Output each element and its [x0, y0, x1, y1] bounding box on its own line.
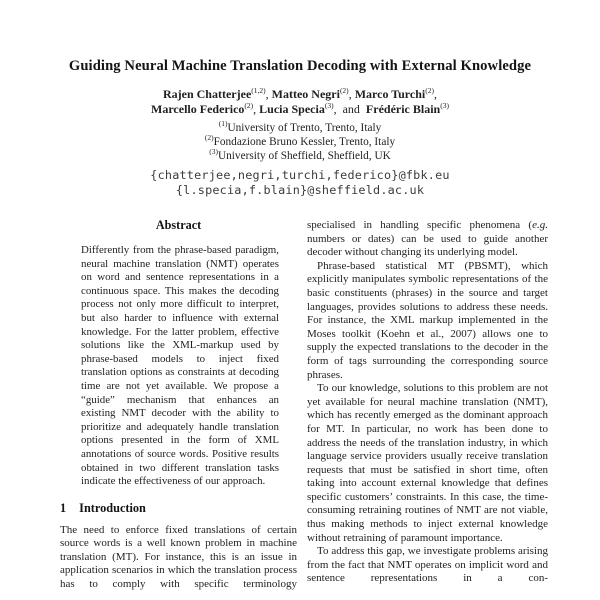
paragraph: To our knowledge, solutions to this problem are not yet available for neural machine translation (NMT), which has recently emerged as the dominant approach for MT. In particular, no work has been done to address the needs of the translation industry, in which language service providers usually receive translation requests that must be satisfied in short time, often taking into account external knowledge that defines specific customers’ constraints. In this case, the time-consuming retraining routines of NMT are not viable, thus making methods to inject external knowledge without retraining of paramount importance. — [307, 382, 548, 544]
author-superscript: (2) — [339, 86, 349, 95]
author-name: Lucia Specia — [259, 102, 325, 116]
paper-header — [0, 0, 600, 197]
affiliation-superscript: (3) — [209, 147, 218, 157]
affiliation-line — [0, 149, 600, 163]
section-heading-introduction — [60, 501, 297, 516]
author-line-2 — [0, 102, 600, 117]
paragraph-text: numbers or dates) can be used to guide another decoder without changing its underlying model. — [307, 232, 548, 259]
affiliation-line — [0, 121, 600, 135]
affiliation-name: University of Trento, Trento, Italy — [227, 122, 382, 134]
left-column — [60, 218, 297, 600]
paragraph: To address this gap, we investigate problems arising from the fact that NMT operates on implicit word and sentence representations in a con- — [307, 545, 548, 585]
author-separator: , and — [333, 102, 366, 116]
affiliation-name: Fondazione Bruno Kessler, Trento, Italy — [213, 136, 396, 148]
introduction-paragraph: The need to enforce fixed translations of certain source words is a well known problem in machine translation (MT). For instance, this is an issue in application scenarios in which the translation process has to comply with specific terminology — [60, 523, 297, 591]
author-superscript: (1,2) — [251, 86, 266, 95]
author-superscript: (3) — [440, 101, 449, 110]
author-name: Rajen Chatterjee — [162, 87, 252, 101]
author-separator: , — [265, 87, 272, 101]
paragraph-text: specialised in handling specific phenomena ( — [307, 219, 533, 231]
author-name: Marco Turchi — [354, 87, 426, 101]
paragraph-text-italic: e.g. — [532, 219, 548, 231]
author-name: Frédéric Blain — [365, 102, 441, 116]
abstract-heading: Abstract — [155, 218, 202, 232]
paragraph: Phrase-based statistical MT (PBSMT), which explicitly manipulates symbolic representations of the basic constituents (phrases) in the source and target languages, provides solutions to address these needs. For instance, the XML markup implemented in the Moses toolkit (Koehn et al., 2007) allows one to supply the expected translations to the decoder in the form of tags surrounding the corresponding source phrases. — [307, 259, 548, 381]
section-title: Introduction — [79, 500, 146, 515]
affiliation-block — [0, 121, 600, 163]
paper-title: Guiding Neural Machine Translation Decoding with External Knowledge — [68, 58, 532, 74]
email-line: {chatterjee,negri,turchi,federico}@fbk.eu — [150, 168, 450, 182]
email-line: {l.specia,f.blain}@sheffield.ac.uk — [175, 182, 425, 197]
abstract-body: Differently from the phrase-based paradigm, neural machine translation (NMT) operates on word and sentence representations in a continuous space. This makes the decoding process not only more difficult to interpret, but also harder to influence with external knowledge. For the latter problem, effective solutions like the XML-markup used by phrase-based models to inject fixed translation options as constraints at decoding time are not yet available. We propose a “guide” mechanism that enhances an existing NMT decoder with the ability to prioritize and adequately handle translation options presented in the form of XML annotations of source words. Positive results obtained in two different translation tasks indicate the effectiveness of our approach. — [81, 244, 279, 488]
author-name: Marcello Federico — [151, 102, 245, 116]
author-superscript: (2) — [425, 86, 435, 95]
affiliation-name: University of Sheffield, Sheffield, UK — [217, 150, 391, 162]
email-block — [0, 168, 600, 197]
author-separator: , — [434, 87, 438, 101]
author-block — [0, 87, 600, 117]
author-line-1 — [0, 87, 600, 102]
affiliation-line — [0, 135, 600, 149]
author-superscript: (2) — [244, 101, 254, 110]
author-separator: , — [348, 87, 355, 101]
author-superscript: (3) — [324, 101, 334, 110]
affiliation-superscript: (1) — [218, 119, 228, 129]
affiliation-superscript: (2) — [204, 133, 214, 143]
author-separator: , — [253, 102, 260, 116]
right-column — [307, 219, 548, 600]
paragraph-continuation — [307, 219, 548, 260]
section-number: 1 — [60, 500, 67, 515]
author-name: Matteo Negri — [271, 87, 340, 101]
